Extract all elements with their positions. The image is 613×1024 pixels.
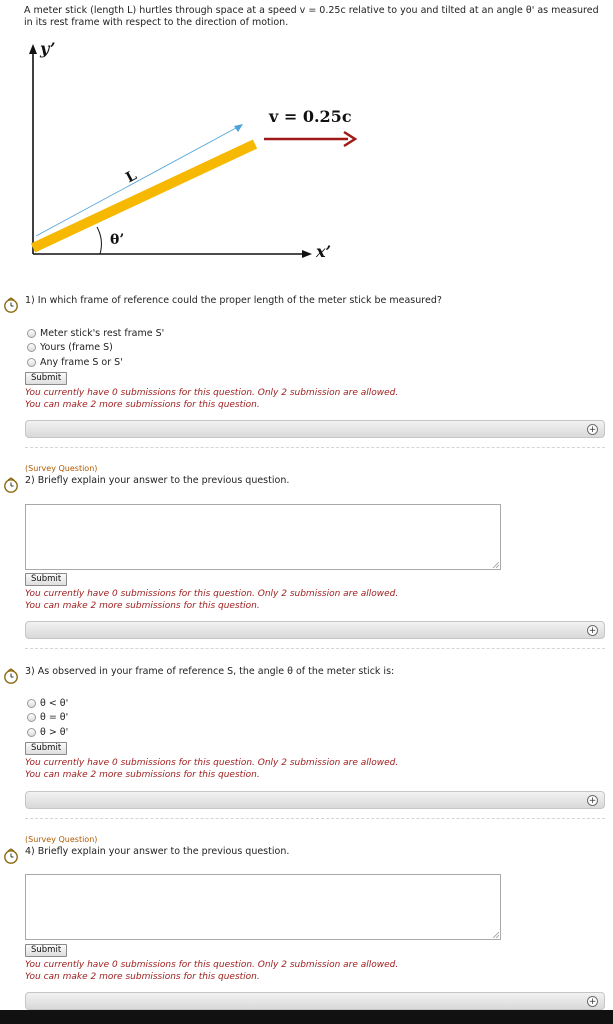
x-axis-arrowhead [302,250,312,258]
option-label: θ > θ' [40,726,69,738]
question-3-submission-notice [25,757,398,781]
diagram-svg [0,38,613,268]
question-1-text: 1) In which frame of reference could the proper length of the meter stick be measured? [25,295,442,306]
option-label: θ = θ' [40,712,69,724]
x-axis-label: x’ [316,242,332,261]
problem-statement-line-1: A meter stick (length L) hurtles through space at a speed v = 0.25c relative to you and tilted at an angle θ' as measured [24,5,599,16]
question-3-submit-button[interactable]: Submit [25,742,67,755]
radio-button[interactable] [27,699,36,708]
question-1-submission-notice [25,387,398,411]
radio-button[interactable] [27,358,36,367]
question-2-submit-button[interactable]: Submit [25,573,67,586]
question-4-submit-button[interactable]: Submit [25,944,67,957]
submission-count-text: You currently have 0 submissions for this question. Only 2 submission are allowed. [25,960,399,970]
question-3-text: 3) As observed in your frame of reference S, the angle θ of the meter stick is: [25,666,395,677]
page-bottom-bar [0,1010,613,1024]
resize-grip-icon[interactable] [492,561,499,568]
question-4-text: 4) Briefly explain your answer to the previous question. [25,846,290,857]
question-1-submit-button[interactable]: Submit [25,372,67,385]
option-label: Yours (frame S) [40,342,113,354]
question-3-expand-bar[interactable] [25,791,605,809]
meter-stick [33,144,255,248]
problem-statement-line-2: in its rest frame with respect to the direction of motion. [24,17,289,28]
angle-arc [97,227,101,254]
submission-count-text: You currently have 0 submissions for this question. Only 2 submission are allowed. [25,589,399,599]
expand-plus-icon[interactable]: + [588,997,597,1007]
question-2-survey-tag: (Survey Question) [25,464,98,473]
submission-count-text: You currently have 0 submissions for this question. Only 2 submission are allowed. [25,388,399,398]
divider [25,648,605,649]
question-4-survey-tag: (Survey Question) [25,835,98,844]
question-1-option-yours[interactable] [27,341,164,356]
question-4-expand-bar[interactable] [25,992,605,1010]
question-3-option-less[interactable] [27,696,68,711]
divider [25,818,605,819]
length-label: L [123,167,140,187]
option-label: θ < θ' [40,697,69,709]
question-3-option-equal[interactable] [27,711,68,726]
radio-button[interactable] [27,728,36,737]
option-label: Meter stick's rest frame S' [40,327,165,339]
angle-label: θ’ [110,232,125,248]
question-status-icon [3,848,19,864]
meter-stick-diagram [0,38,613,268]
question-1-expand-bar[interactable] [25,420,605,438]
velocity-label: v = 0.25c [269,107,352,126]
length-guide-arrowhead [234,124,243,132]
question-status-icon [3,297,19,313]
y-axis-arrowhead [29,44,37,54]
question-2-expand-bar[interactable] [25,621,605,639]
question-status-icon [3,668,19,684]
submission-count-text: You currently have 0 submissions for this question. Only 2 submission are allowed. [25,758,399,768]
question-4-answer-textarea[interactable] [25,874,501,940]
expand-plus-icon[interactable]: + [588,425,597,435]
radio-button[interactable] [27,713,36,722]
option-label: Any frame S or S' [40,356,123,368]
remaining-submissions-text: You can make 2 more submissions for this question. [25,601,260,611]
problem-statement [24,5,604,29]
y-axis-label: y’ [40,39,56,58]
remaining-submissions-text: You can make 2 more submissions for this question. [25,770,260,780]
question-1-option-any-frame[interactable] [27,355,164,370]
divider [25,447,605,448]
question-4-submission-notice [25,959,398,983]
remaining-submissions-text: You can make 2 more submissions for this question. [25,400,260,410]
radio-button[interactable] [27,329,36,338]
expand-plus-icon[interactable]: + [588,626,597,636]
question-3-option-greater[interactable] [27,725,68,740]
remaining-submissions-text: You can make 2 more submissions for this question. [25,972,260,982]
expand-plus-icon[interactable]: + [588,796,597,806]
resize-grip-icon[interactable] [492,931,499,938]
radio-button[interactable] [27,343,36,352]
question-1-options [27,326,164,370]
question-status-icon [3,477,19,493]
question-2-text: 2) Briefly explain your answer to the previous question. [25,475,290,486]
question-2-submission-notice [25,588,398,612]
question-3-options [27,696,68,740]
question-1-option-rest-frame[interactable] [27,326,164,341]
question-2-answer-textarea[interactable] [25,504,501,570]
